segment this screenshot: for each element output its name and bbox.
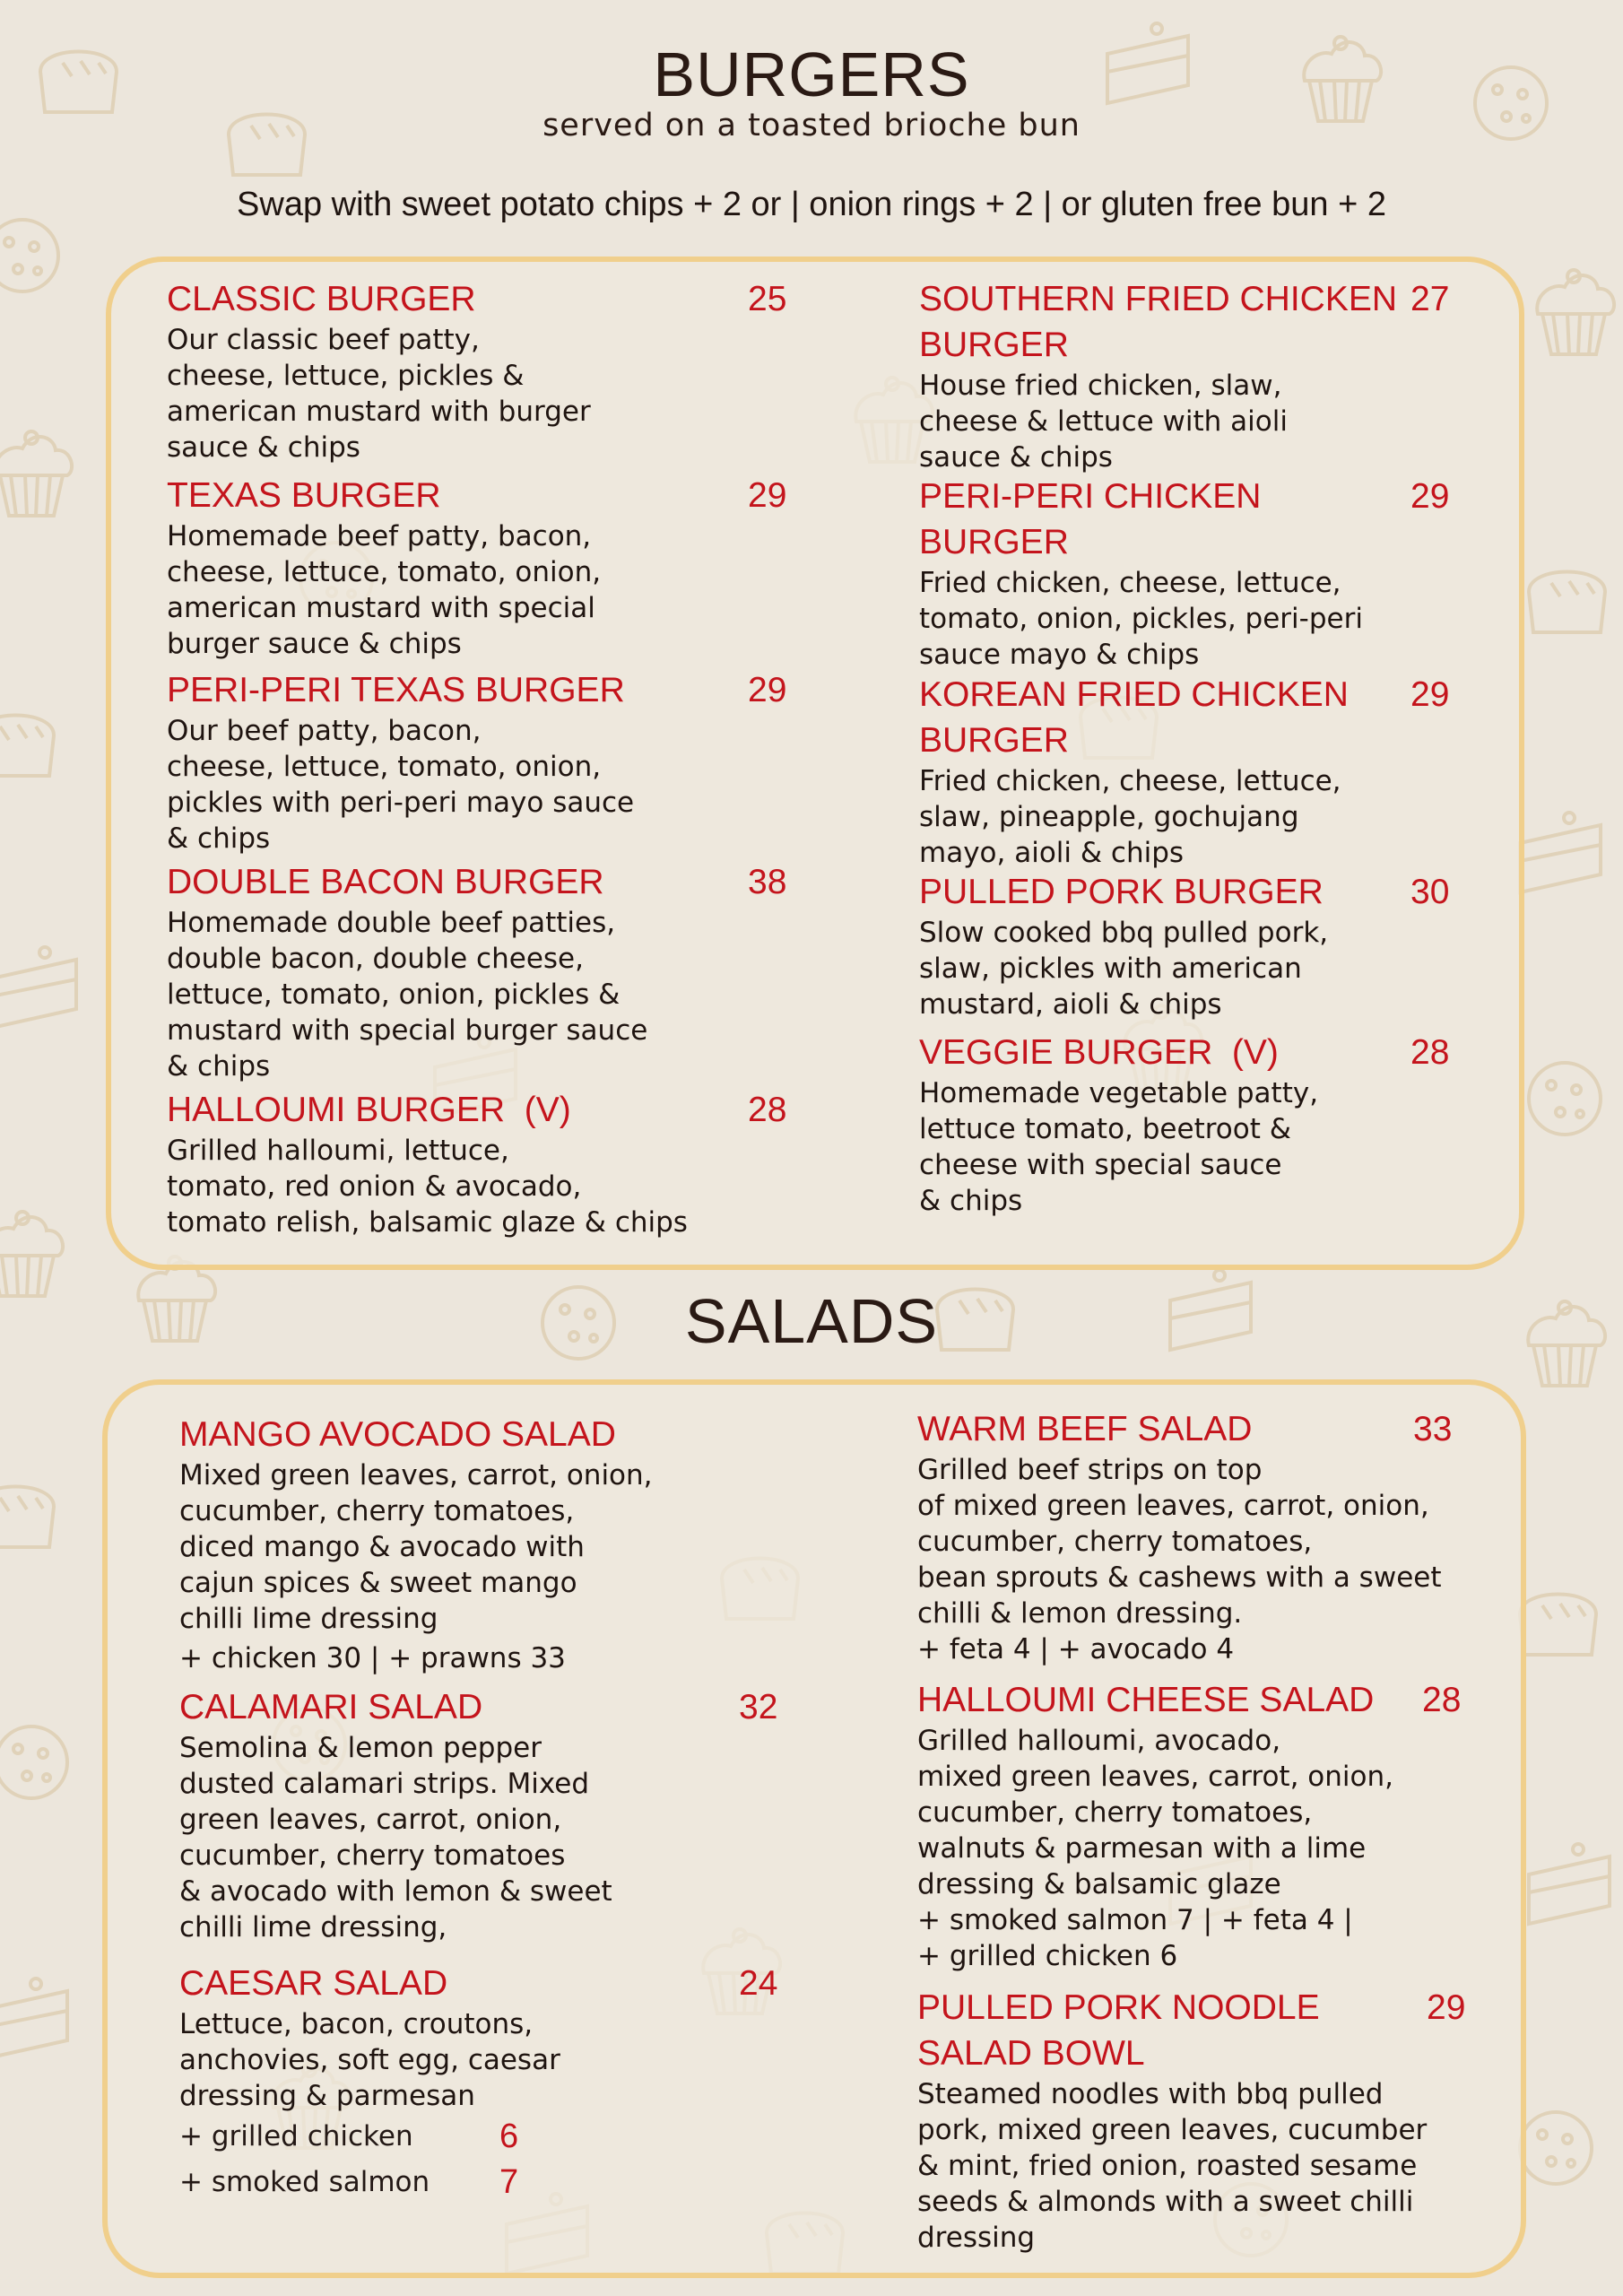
salads-title: SALADS [684,1286,939,1356]
item-name: DOUBLE BACON BURGER [167,863,604,901]
item-name: WARM BEEF SALAD [917,1410,1253,1448]
item-price: 28 [748,1091,787,1129]
item-name: CALAMARI SALAD [179,1688,483,1726]
item-description: Homemade beef patty, bacon, cheese, lettuce, tomato, onion, american mustard with special burger sauce & chips [167,520,602,660]
menu-item [917,1985,1496,2256]
item-description: Grilled halloumi, avocado, mixed green leaves, carrot, onion, cucumber, cherry tomatoes, walnuts & parmesan with a lime dressing & balsamic glaze [917,1725,1393,1900]
item-price: 33 [1413,1410,1453,1448]
item-name: SOUTHERN FRIED CHICKEN BURGER [919,280,1398,364]
item-name: MANGO AVOCADO SALAD [179,1415,616,1454]
item-price: 29 [748,476,787,515]
burgers-left-column [167,276,794,1240]
item-description: Semolina & lemon pepper dusted calamari strips. Mixed green leaves, carrot, onion, cucumber, cherry tomatoes & avocado with lemon & sweet chilli lime dressing, [179,1732,612,1944]
menu-item [167,473,794,667]
menu-item [167,1087,794,1240]
item-name: HALLOUMI CHEESE SALAD [917,1681,1375,1719]
item-price: 29 [1410,477,1450,516]
menu-item [919,672,1475,869]
menu-item [167,859,794,1087]
item-price: 27 [1410,280,1450,318]
salads-left-column [179,1412,798,2205]
item-name: CAESAR SALAD [179,1964,448,2003]
swap-note: Swap with sweet potato chips + 2 or | onion rings + 2 | or gluten free bun + 2 [237,186,1386,223]
menu-item [167,276,794,473]
menu-item [919,474,1475,672]
item-extras: + chicken 30 | + prawns 33 [179,1642,566,1674]
burgers-right-column [919,276,1475,1219]
menu-item [167,667,794,859]
item-description: Grilled halloumi, lettuce, tomato, red onion & avocado, tomato relish, balsamic glaze & chips [167,1135,688,1239]
item-description: Lettuce, bacon, croutons, anchovies, soft egg, caesar dressing & parmesan [179,2008,560,2112]
addon-price: 7 [499,2163,519,2201]
menu-item [179,1961,798,2205]
item-description: Mixed green leaves, carrot, onion, cucumber, cherry tomatoes, diced mango & avocado with cajun spices & sweet mango chilli lime dressing [179,1459,653,1635]
item-name: TEXAS BURGER [167,476,441,515]
item-price: 29 [748,671,787,709]
item-price: 28 [1422,1681,1462,1719]
item-name: CLASSIC BURGER [167,280,476,318]
item-description: Our beef patty, bacon, cheese, lettuce, tomato, onion, pickles with peri-peri mayo sauce & chips [167,715,635,855]
item-price: 24 [739,1964,778,2003]
salads-right-column [917,1406,1496,2256]
item-name: PULLED PORK BURGER [919,873,1324,911]
item-price: 25 [748,280,787,318]
item-name: PERI-PERI TEXAS BURGER [167,671,625,709]
menu-item [917,1677,1496,1985]
menu-item [919,1030,1475,1219]
burgers-subtitle: served on a toasted brioche bun [542,108,1081,144]
menu-item [917,1406,1496,1677]
item-extras: + feta 4 | + avocado 4 [917,1633,1235,1665]
menu-item [179,1412,798,1684]
item-price: 30 [1410,873,1450,911]
item-description: Fried chicken, cheese, lettuce, slaw, pineapple, gochujang mayo, aioli & chips [919,765,1341,869]
addon-label: + smoked salmon [179,2166,430,2198]
addon-price: 6 [499,2118,519,2155]
item-description: Grilled beef strips on top of mixed green leaves, carrot, onion, cucumber, cherry tomatoes, bean sprouts & cashews with a sweet chilli & lemon dressing. [917,1454,1442,1630]
item-price: 29 [1410,675,1450,714]
item-price: 28 [1410,1033,1450,1072]
item-price: 29 [1427,1988,1466,2027]
addon-label: + grilled chicken [179,2120,413,2152]
item-description: House fried chicken, slaw, cheese & lettuce with aioli sauce & chips [919,370,1288,474]
item-name: HALLOUMI BURGER (V) [167,1091,571,1129]
menu-item [919,276,1475,474]
burgers-title: BURGERS [653,39,970,109]
item-price: 38 [748,863,787,901]
item-extras: + smoked salmon 7 | + feta 4 | + grilled chicken 6 [917,1904,1353,1972]
addon-row [179,2160,798,2205]
item-description: Fried chicken, cheese, lettuce, tomato, onion, pickles, peri-peri sauce mayo & chips [919,567,1363,671]
item-description: Our classic beef patty, cheese, lettuce, pickles & american mustard with burger sauce & chips [167,324,591,464]
addon-row [179,2114,798,2160]
item-description: Slow cooked bbq pulled pork, slaw, pickles with american mustard, aioli & chips [919,917,1329,1021]
item-description: Homemade double beef patties, double bacon, double cheese, lettuce, tomato, onion, pickles & mustard with special burger sauce & chips [167,907,648,1083]
menu-item [179,1684,798,1961]
item-description: Steamed noodles with bbq pulled pork, mixed green leaves, cucumber & mint, fried onion, roasted sesame seeds & almonds with a sweet chilli dressing [917,2078,1428,2254]
item-description: Homemade vegetable patty, lettuce tomato, beetroot & cheese with special sauce & chips [919,1077,1319,1217]
item-price: 32 [739,1688,778,1726]
item-name: PULLED PORK NOODLE SALAD BOWL [917,1988,1320,2073]
item-name: PERI-PERI CHICKEN BURGER [919,477,1262,561]
item-name: VEGGIE BURGER (V) [919,1033,1279,1072]
item-name: KOREAN FRIED CHICKEN BURGER [919,675,1349,760]
menu-item [919,869,1475,1030]
